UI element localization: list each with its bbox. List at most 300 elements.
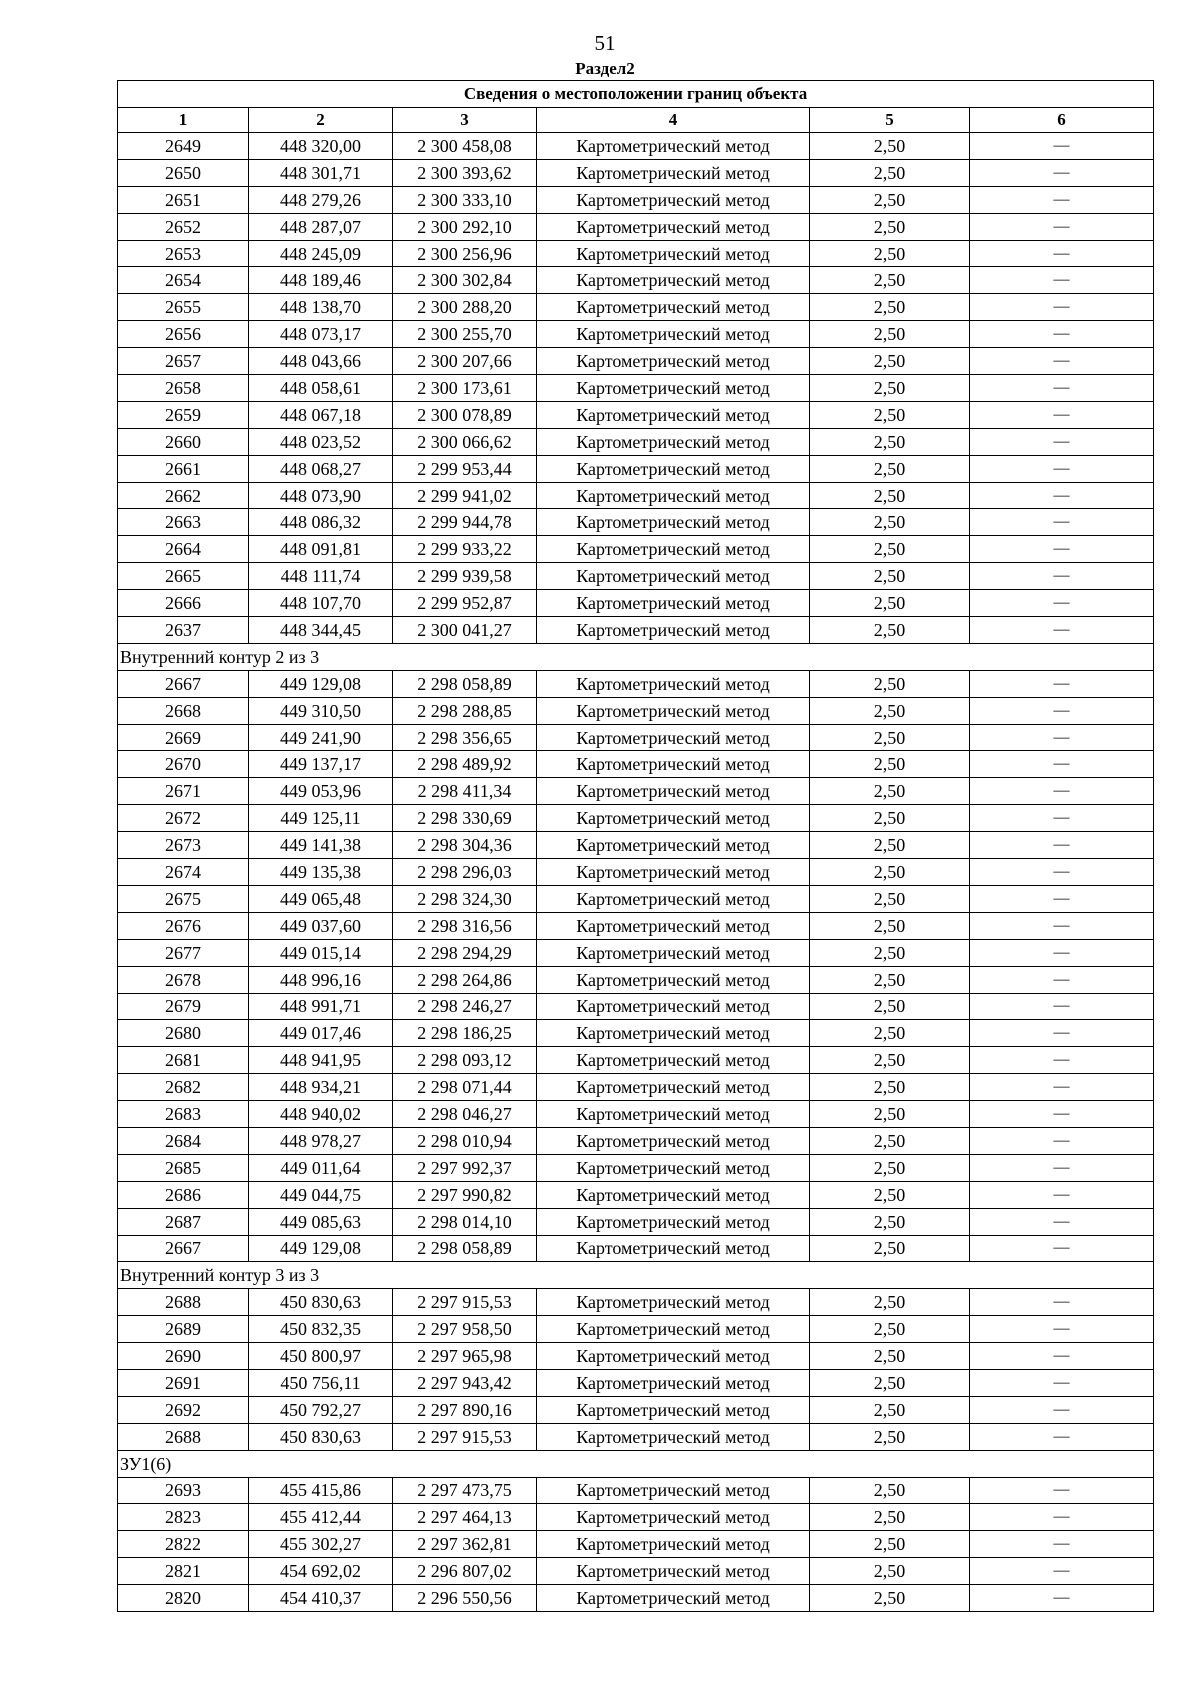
precision-cell: 2,50 (810, 321, 970, 348)
coord-x-cell: 449 065,48 (249, 885, 393, 912)
point-number-cell: 2676 (118, 912, 249, 939)
point-number-cell: 2677 (118, 939, 249, 966)
precision-cell: 2,50 (810, 1396, 970, 1423)
method-cell: Картометрический метод (537, 240, 810, 267)
point-number-cell: 2820 (118, 1585, 249, 1612)
table-row (118, 1074, 1154, 1101)
table-row (118, 1101, 1154, 1128)
method-cell: Картометрический метод (537, 186, 810, 213)
coord-x-cell: 450 800,97 (249, 1343, 393, 1370)
precision-cell: 2,50 (810, 1558, 970, 1585)
point-number-cell: 2822 (118, 1531, 249, 1558)
precision-cell: 2,50 (810, 455, 970, 482)
point-number-cell: 2689 (118, 1316, 249, 1343)
coord-y-cell: 2 300 393,62 (393, 159, 537, 186)
method-cell: Картометрический метод (537, 1585, 810, 1612)
description-cell: — (970, 885, 1154, 912)
column-header-5: 5 (810, 108, 970, 133)
method-cell: Картометрический метод (537, 993, 810, 1020)
coord-x-cell: 450 792,27 (249, 1396, 393, 1423)
table-row (118, 805, 1154, 832)
coord-y-cell: 2 300 256,96 (393, 240, 537, 267)
table-row (118, 1504, 1154, 1531)
description-cell: — (970, 267, 1154, 294)
point-number-cell: 2673 (118, 832, 249, 859)
coord-y-cell: 2 298 046,27 (393, 1101, 537, 1128)
description-cell: — (970, 240, 1154, 267)
method-cell: Картометрический метод (537, 1343, 810, 1370)
coord-x-cell: 448 996,16 (249, 966, 393, 993)
method-cell: Картометрический метод (537, 1504, 810, 1531)
coord-x-cell: 448 189,46 (249, 267, 393, 294)
table-row (118, 321, 1154, 348)
description-cell: — (970, 375, 1154, 402)
description-cell: — (970, 1396, 1154, 1423)
coord-y-cell: 2 299 933,22 (393, 536, 537, 563)
coord-y-cell: 2 300 292,10 (393, 213, 537, 240)
coord-y-cell: 2 298 324,30 (393, 885, 537, 912)
description-cell: — (970, 509, 1154, 536)
point-number-cell: 2667 (118, 1235, 249, 1262)
point-number-cell: 2680 (118, 1020, 249, 1047)
method-cell: Картометрический метод (537, 401, 810, 428)
table-row (118, 885, 1154, 912)
method-cell: Картометрический метод (537, 778, 810, 805)
column-header-2: 2 (249, 108, 393, 133)
method-cell: Картометрический метод (537, 267, 810, 294)
description-cell: — (970, 670, 1154, 697)
coord-y-cell: 2 299 952,87 (393, 590, 537, 617)
method-cell: Картометрический метод (537, 1181, 810, 1208)
coord-x-cell: 450 830,63 (249, 1423, 393, 1450)
contour-section-row (118, 1450, 1154, 1477)
coord-x-cell: 455 415,86 (249, 1477, 393, 1504)
precision-cell: 2,50 (810, 1074, 970, 1101)
page-number: 51 (594, 31, 616, 55)
column-header-row (118, 108, 1154, 133)
precision-cell: 2,50 (810, 1154, 970, 1181)
point-number-cell: 2679 (118, 993, 249, 1020)
coord-y-cell: 2 298 316,56 (393, 912, 537, 939)
precision-cell: 2,50 (810, 428, 970, 455)
method-cell: Картометрический метод (537, 482, 810, 509)
point-number-cell: 2657 (118, 348, 249, 375)
coord-x-cell: 450 756,11 (249, 1369, 393, 1396)
point-number-cell: 2691 (118, 1369, 249, 1396)
point-number-cell: 2656 (118, 321, 249, 348)
description-cell: — (970, 1208, 1154, 1235)
method-cell: Картометрический метод (537, 1423, 810, 1450)
precision-cell: 2,50 (810, 1101, 970, 1128)
coord-y-cell: 2 300 302,84 (393, 267, 537, 294)
precision-cell: 2,50 (810, 536, 970, 563)
description-cell: — (970, 1181, 1154, 1208)
method-cell: Картометрический метод (537, 1235, 810, 1262)
contour-section-row (118, 643, 1154, 670)
coord-x-cell: 449 137,17 (249, 751, 393, 778)
precision-cell: 2,50 (810, 1369, 970, 1396)
coord-y-cell: 2 299 941,02 (393, 482, 537, 509)
description-cell: — (970, 724, 1154, 751)
table-row (118, 1423, 1154, 1450)
description-cell: — (970, 321, 1154, 348)
point-number-cell: 2823 (118, 1504, 249, 1531)
table-row (118, 724, 1154, 751)
coord-x-cell: 448 058,61 (249, 375, 393, 402)
description-cell: — (970, 939, 1154, 966)
table-row (118, 482, 1154, 509)
precision-cell: 2,50 (810, 213, 970, 240)
coord-y-cell: 2 300 207,66 (393, 348, 537, 375)
coord-y-cell: 2 298 071,44 (393, 1074, 537, 1101)
description-cell: — (970, 1289, 1154, 1316)
table-row (118, 966, 1154, 993)
description-cell: — (970, 1047, 1154, 1074)
method-cell: Картометрический метод (537, 375, 810, 402)
precision-cell: 2,50 (810, 294, 970, 321)
coord-x-cell: 448 287,07 (249, 213, 393, 240)
coord-x-cell: 448 111,74 (249, 563, 393, 590)
coord-y-cell: 2 298 264,86 (393, 966, 537, 993)
coord-y-cell: 2 298 356,65 (393, 724, 537, 751)
method-cell: Картометрический метод (537, 670, 810, 697)
table-row (118, 1208, 1154, 1235)
coord-y-cell: 2 297 890,16 (393, 1396, 537, 1423)
method-cell: Картометрический метод (537, 1074, 810, 1101)
point-number-cell: 2669 (118, 724, 249, 751)
table-title-row (118, 81, 1154, 108)
point-number-cell: 2664 (118, 536, 249, 563)
coord-y-cell: 2 298 330,69 (393, 805, 537, 832)
description-cell: — (970, 1504, 1154, 1531)
description-cell: — (970, 966, 1154, 993)
description-cell: — (970, 348, 1154, 375)
coord-y-cell: 2 298 058,89 (393, 1235, 537, 1262)
point-number-cell: 2688 (118, 1423, 249, 1450)
precision-cell: 2,50 (810, 966, 970, 993)
table-row (118, 1181, 1154, 1208)
coord-y-cell: 2 297 992,37 (393, 1154, 537, 1181)
precision-cell: 2,50 (810, 885, 970, 912)
coord-x-cell: 455 302,27 (249, 1531, 393, 1558)
table-row (118, 1343, 1154, 1370)
table-row (118, 563, 1154, 590)
table-row (118, 590, 1154, 617)
description-cell: — (970, 778, 1154, 805)
coord-y-cell: 2 297 464,13 (393, 1504, 537, 1531)
coord-x-cell: 449 011,64 (249, 1154, 393, 1181)
coord-y-cell: 2 300 333,10 (393, 186, 537, 213)
table-row (118, 670, 1154, 697)
coord-y-cell: 2 300 458,08 (393, 133, 537, 160)
point-number-cell: 2660 (118, 428, 249, 455)
precision-cell: 2,50 (810, 267, 970, 294)
coord-x-cell: 448 073,17 (249, 321, 393, 348)
table-row (118, 1127, 1154, 1154)
coord-x-cell: 448 941,95 (249, 1047, 393, 1074)
point-number-cell: 2662 (118, 482, 249, 509)
coord-x-cell: 448 086,32 (249, 509, 393, 536)
precision-cell: 2,50 (810, 1235, 970, 1262)
coord-x-cell: 449 135,38 (249, 859, 393, 886)
description-cell: — (970, 133, 1154, 160)
table-row (118, 213, 1154, 240)
contour-label: Внутренний контур 2 из 3 (118, 643, 1154, 670)
coord-y-cell: 2 298 246,27 (393, 993, 537, 1020)
coord-y-cell: 2 298 058,89 (393, 670, 537, 697)
description-cell: — (970, 536, 1154, 563)
method-cell: Картометрический метод (537, 1208, 810, 1235)
table-row (118, 159, 1154, 186)
method-cell: Картометрический метод (537, 1289, 810, 1316)
description-cell: — (970, 1101, 1154, 1128)
coord-x-cell: 449 129,08 (249, 1235, 393, 1262)
method-cell: Картометрический метод (537, 1101, 810, 1128)
precision-cell: 2,50 (810, 401, 970, 428)
point-number-cell: 2659 (118, 401, 249, 428)
description-cell: — (970, 1585, 1154, 1612)
contour-label: Внутренний контур 3 из 3 (118, 1262, 1154, 1289)
precision-cell: 2,50 (810, 859, 970, 886)
point-number-cell: 2671 (118, 778, 249, 805)
precision-cell: 2,50 (810, 1316, 970, 1343)
coord-y-cell: 2 297 943,42 (393, 1369, 537, 1396)
method-cell: Картометрический метод (537, 1020, 810, 1047)
precision-cell: 2,50 (810, 1127, 970, 1154)
contour-label: ЗУ1(6) (118, 1450, 1154, 1477)
table-row (118, 401, 1154, 428)
point-number-cell: 2687 (118, 1208, 249, 1235)
coord-x-cell: 449 053,96 (249, 778, 393, 805)
point-number-cell: 2651 (118, 186, 249, 213)
table-row (118, 778, 1154, 805)
point-number-cell: 2672 (118, 805, 249, 832)
table-row (118, 1020, 1154, 1047)
table-row (118, 751, 1154, 778)
coord-x-cell: 448 043,66 (249, 348, 393, 375)
coord-x-cell: 448 023,52 (249, 428, 393, 455)
description-cell: — (970, 1343, 1154, 1370)
column-header-3: 3 (393, 108, 537, 133)
description-cell: — (970, 617, 1154, 644)
point-number-cell: 2670 (118, 751, 249, 778)
precision-cell: 2,50 (810, 1585, 970, 1612)
coord-y-cell: 2 297 990,82 (393, 1181, 537, 1208)
point-number-cell: 2684 (118, 1127, 249, 1154)
method-cell: Картометрический метод (537, 912, 810, 939)
point-number-cell: 2661 (118, 455, 249, 482)
precision-cell: 2,50 (810, 697, 970, 724)
point-number-cell: 2637 (118, 617, 249, 644)
table-row (118, 832, 1154, 859)
description-cell: — (970, 1154, 1154, 1181)
section-title: Раздел2 (575, 59, 635, 78)
point-number-cell: 2650 (118, 159, 249, 186)
coord-y-cell: 2 297 958,50 (393, 1316, 537, 1343)
method-cell: Картометрический метод (537, 1316, 810, 1343)
table-row (118, 993, 1154, 1020)
coord-y-cell: 2 297 362,81 (393, 1531, 537, 1558)
precision-cell: 2,50 (810, 832, 970, 859)
point-number-cell: 2663 (118, 509, 249, 536)
coord-x-cell: 448 344,45 (249, 617, 393, 644)
coord-y-cell: 2 297 965,98 (393, 1343, 537, 1370)
precision-cell: 2,50 (810, 1181, 970, 1208)
description-cell: — (970, 294, 1154, 321)
coord-y-cell: 2 298 489,92 (393, 751, 537, 778)
description-cell: — (970, 401, 1154, 428)
precision-cell: 2,50 (810, 1047, 970, 1074)
precision-cell: 2,50 (810, 1208, 970, 1235)
description-cell: — (970, 482, 1154, 509)
column-header-4: 4 (537, 108, 810, 133)
precision-cell: 2,50 (810, 912, 970, 939)
description-cell: — (970, 859, 1154, 886)
coord-x-cell: 448 301,71 (249, 159, 393, 186)
table-row (118, 267, 1154, 294)
contour-section-row (118, 1262, 1154, 1289)
coord-y-cell: 2 298 304,36 (393, 832, 537, 859)
coord-y-cell: 2 300 041,27 (393, 617, 537, 644)
point-number-cell: 2690 (118, 1343, 249, 1370)
method-cell: Картометрический метод (537, 1477, 810, 1504)
method-cell: Картометрический метод (537, 617, 810, 644)
point-number-cell: 2655 (118, 294, 249, 321)
coord-x-cell: 450 830,63 (249, 1289, 393, 1316)
table-row (118, 617, 1154, 644)
method-cell: Картометрический метод (537, 724, 810, 751)
table-row (118, 1585, 1154, 1612)
coord-y-cell: 2 298 296,03 (393, 859, 537, 886)
precision-cell: 2,50 (810, 482, 970, 509)
table-row (118, 1154, 1154, 1181)
coord-y-cell: 2 298 093,12 (393, 1047, 537, 1074)
point-number-cell: 2649 (118, 133, 249, 160)
coord-x-cell: 448 073,90 (249, 482, 393, 509)
coord-x-cell: 449 125,11 (249, 805, 393, 832)
coord-y-cell: 2 298 186,25 (393, 1020, 537, 1047)
description-cell: — (970, 590, 1154, 617)
point-number-cell: 2668 (118, 697, 249, 724)
point-number-cell: 2685 (118, 1154, 249, 1181)
table-row (118, 939, 1154, 966)
description-cell: — (970, 1477, 1154, 1504)
table-row (118, 133, 1154, 160)
table-row (118, 536, 1154, 563)
table-row (118, 1235, 1154, 1262)
description-cell: — (970, 563, 1154, 590)
precision-cell: 2,50 (810, 509, 970, 536)
method-cell: Картометрический метод (537, 1047, 810, 1074)
coord-y-cell: 2 296 550,56 (393, 1585, 537, 1612)
precision-cell: 2,50 (810, 751, 970, 778)
point-number-cell: 2693 (118, 1477, 249, 1504)
description-cell: — (970, 832, 1154, 859)
precision-cell: 2,50 (810, 617, 970, 644)
coord-x-cell: 448 991,71 (249, 993, 393, 1020)
table-row (118, 1316, 1154, 1343)
precision-cell: 2,50 (810, 375, 970, 402)
point-number-cell: 2667 (118, 670, 249, 697)
point-number-cell: 2681 (118, 1047, 249, 1074)
description-cell: — (970, 1020, 1154, 1047)
precision-cell: 2,50 (810, 348, 970, 375)
precision-cell: 2,50 (810, 1477, 970, 1504)
coord-x-cell: 448 068,27 (249, 455, 393, 482)
description-cell: — (970, 1369, 1154, 1396)
coord-x-cell: 448 320,00 (249, 133, 393, 160)
method-cell: Картометрический метод (537, 563, 810, 590)
method-cell: Картометрический метод (537, 428, 810, 455)
coord-x-cell: 449 015,14 (249, 939, 393, 966)
coord-y-cell: 2 298 288,85 (393, 697, 537, 724)
precision-cell: 2,50 (810, 133, 970, 160)
method-cell: Картометрический метод (537, 805, 810, 832)
coord-x-cell: 448 934,21 (249, 1074, 393, 1101)
coord-y-cell: 2 297 915,53 (393, 1289, 537, 1316)
method-cell: Картометрический метод (537, 966, 810, 993)
coord-x-cell: 448 279,26 (249, 186, 393, 213)
description-cell: — (970, 213, 1154, 240)
table-row (118, 240, 1154, 267)
precision-cell: 2,50 (810, 186, 970, 213)
description-cell: — (970, 1558, 1154, 1585)
table-row (118, 509, 1154, 536)
description-cell: — (970, 1074, 1154, 1101)
method-cell: Картометрический метод (537, 1531, 810, 1558)
point-number-cell: 2686 (118, 1181, 249, 1208)
method-cell: Картометрический метод (537, 1154, 810, 1181)
table-row (118, 294, 1154, 321)
table-row (118, 1396, 1154, 1423)
point-number-cell: 2665 (118, 563, 249, 590)
point-number-cell: 2652 (118, 213, 249, 240)
description-cell: — (970, 697, 1154, 724)
point-number-cell: 2682 (118, 1074, 249, 1101)
point-number-cell: 2678 (118, 966, 249, 993)
method-cell: Картометрический метод (537, 133, 810, 160)
description-cell: — (970, 1235, 1154, 1262)
description-cell: — (970, 455, 1154, 482)
method-cell: Картометрический метод (537, 1127, 810, 1154)
boundary-coordinates-table (117, 80, 1154, 1612)
table-row (118, 455, 1154, 482)
method-cell: Картометрический метод (537, 1396, 810, 1423)
coord-x-cell: 455 412,44 (249, 1504, 393, 1531)
coord-x-cell: 448 107,70 (249, 590, 393, 617)
table-row (118, 912, 1154, 939)
coord-y-cell: 2 300 288,20 (393, 294, 537, 321)
method-cell: Картометрический метод (537, 213, 810, 240)
coord-y-cell: 2 300 066,62 (393, 428, 537, 455)
point-number-cell: 2666 (118, 590, 249, 617)
precision-cell: 2,50 (810, 159, 970, 186)
coord-y-cell: 2 300 173,61 (393, 375, 537, 402)
coord-x-cell: 449 017,46 (249, 1020, 393, 1047)
method-cell: Картометрический метод (537, 294, 810, 321)
description-cell: — (970, 993, 1154, 1020)
description-cell: — (970, 1127, 1154, 1154)
coord-x-cell: 449 037,60 (249, 912, 393, 939)
precision-cell: 2,50 (810, 1423, 970, 1450)
method-cell: Картометрический метод (537, 885, 810, 912)
coord-y-cell: 2 297 473,75 (393, 1477, 537, 1504)
precision-cell: 2,50 (810, 993, 970, 1020)
description-cell: — (970, 159, 1154, 186)
coord-x-cell: 449 085,63 (249, 1208, 393, 1235)
description-cell: — (970, 912, 1154, 939)
table-row (118, 428, 1154, 455)
